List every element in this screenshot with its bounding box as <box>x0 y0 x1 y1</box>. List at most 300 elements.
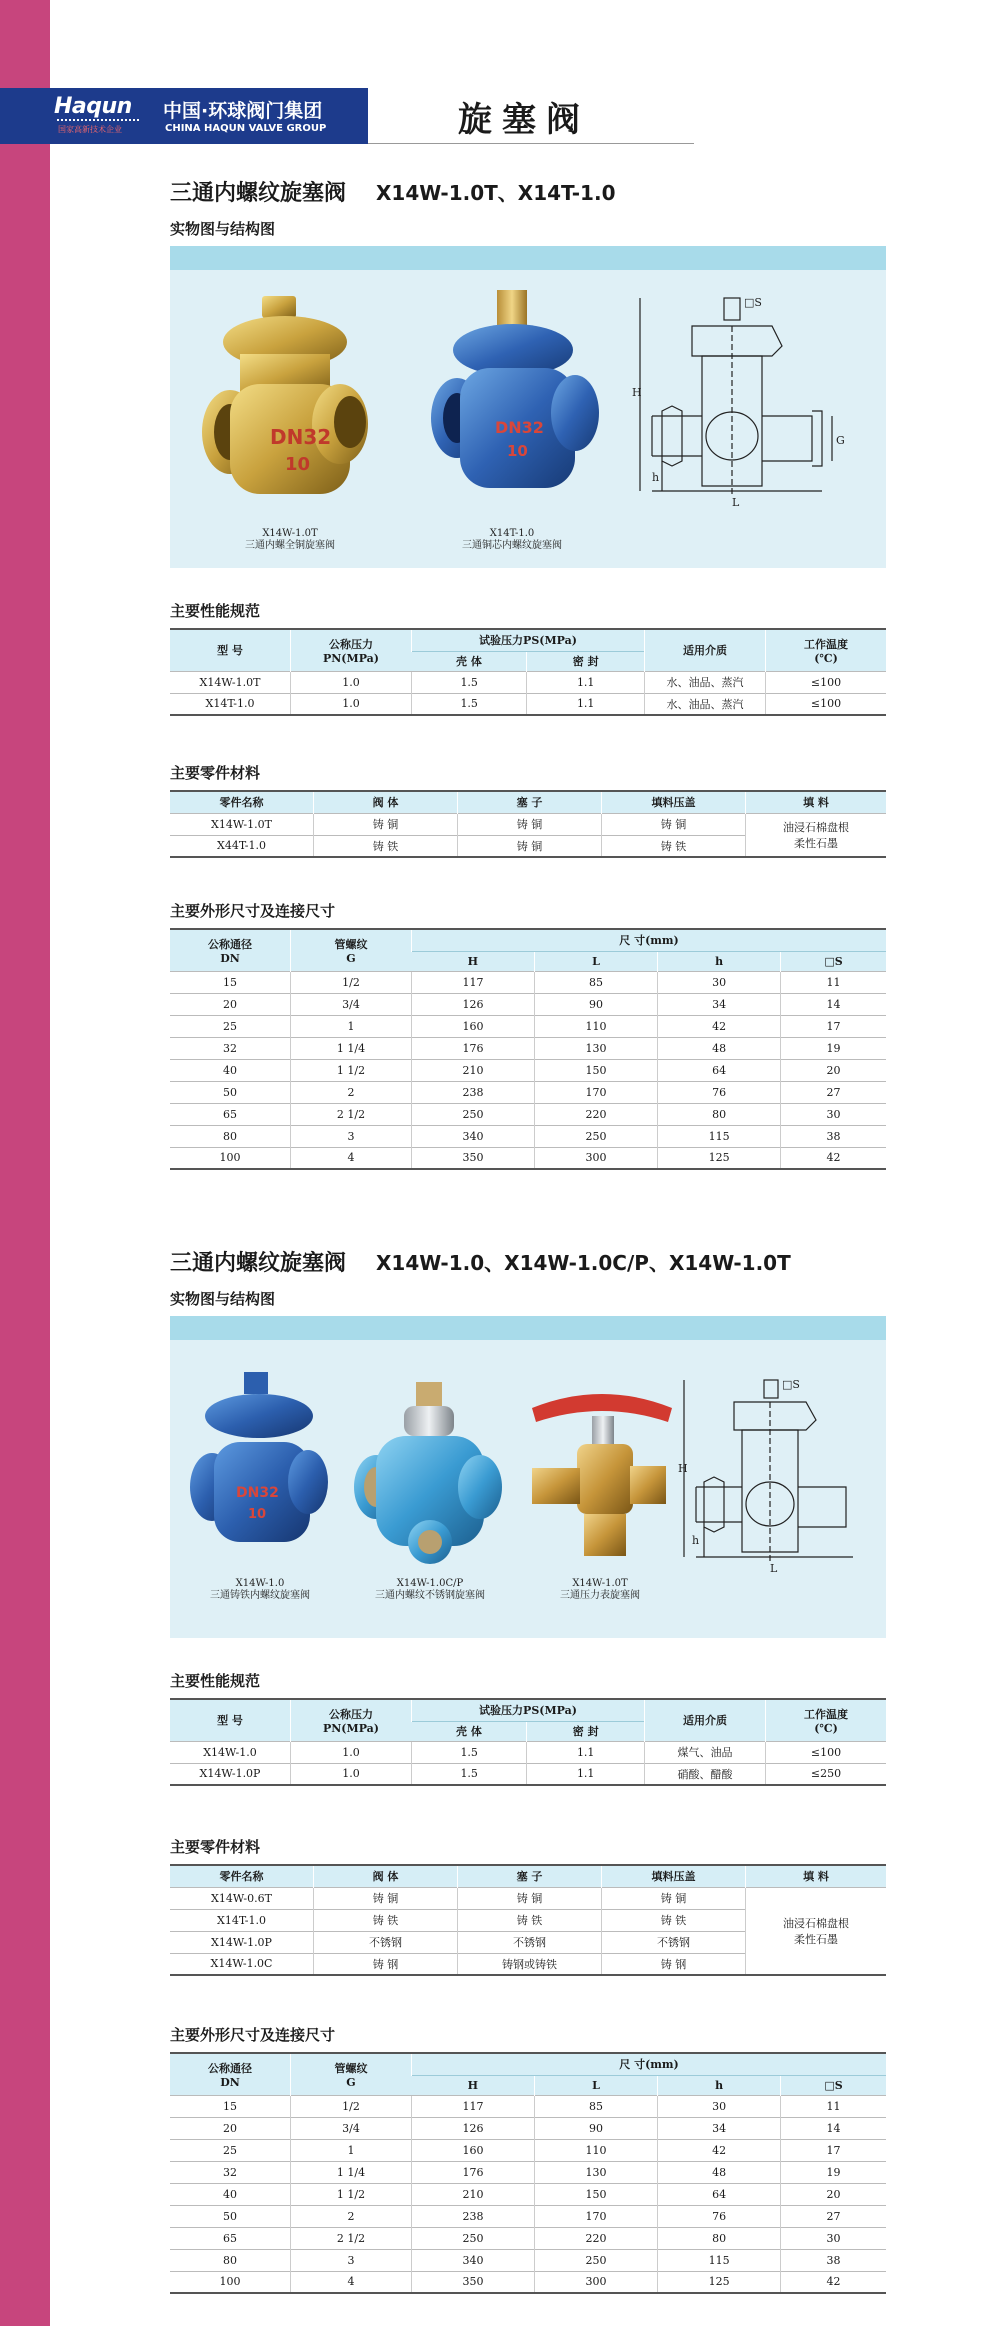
cast-iron-valve-image <box>184 1372 334 1572</box>
brand-logo <box>0 88 368 144</box>
cell: 100 <box>170 2271 291 2293</box>
cell: 30 <box>781 2227 886 2249</box>
col-L: L <box>535 2075 658 2095</box>
logo-tagline: 国家高新技术企业 <box>58 125 122 134</box>
cell: X14T-1.0 <box>170 693 291 715</box>
blue-valve-image <box>425 288 605 523</box>
col-g <box>291 2053 412 2095</box>
valve-mark-dn: DN32 <box>495 418 544 437</box>
cell: 40 <box>170 1059 291 1081</box>
col-medium: 适用介质 <box>645 1699 766 1741</box>
table-row <box>170 1763 886 1785</box>
cell: 27 <box>781 2205 886 2227</box>
photo-panel-bar <box>170 1316 886 1340</box>
cell: 38 <box>781 2249 886 2271</box>
drawing-label-h-height: H <box>678 1462 688 1475</box>
col-gland: 填料压盖 <box>602 791 746 813</box>
table-row <box>170 1037 886 1059</box>
section1-title <box>170 176 616 207</box>
col-pn-unit: PN(MPa) <box>322 651 379 665</box>
section1-title-text: 三通内螺纹旋塞阀 <box>170 181 347 206</box>
cell: 42 <box>658 1015 781 1037</box>
col-temp <box>766 1699 887 1741</box>
cell: 铸 铜 <box>458 835 602 857</box>
cell: 25 <box>170 2139 291 2161</box>
valve-mark-pn: 10 <box>248 1507 267 1522</box>
table-row <box>170 1103 886 1125</box>
cell: 1.1 <box>527 693 645 715</box>
col-test: 试验压力PS(MPa) <box>412 1699 645 1721</box>
col-pn-label: 公称压力 <box>329 637 373 651</box>
cell: 32 <box>170 2161 291 2183</box>
cell: 1 1/4 <box>291 2161 412 2183</box>
table-row <box>170 2271 886 2293</box>
cell: 15 <box>170 2095 291 2117</box>
section2-mat-title: 主要零件材料 <box>170 1838 261 1856</box>
caption-desc: 三通压力表旋塞阀 <box>560 1590 640 1601</box>
cell: 铸 铁 <box>314 1909 458 1931</box>
cell: 3 <box>291 2249 412 2271</box>
drawing-label-l: L <box>770 1562 778 1575</box>
col-gland: 填料压盖 <box>602 1865 746 1887</box>
cell: 85 <box>535 2095 658 2117</box>
cell: 176 <box>412 1037 535 1059</box>
cell: 350 <box>412 1147 535 1169</box>
section1-photo-label: 实物图与结构图 <box>170 220 276 238</box>
cell: 20 <box>781 2183 886 2205</box>
valve-mark-pn: 10 <box>507 442 528 460</box>
cell: 160 <box>412 1015 535 1037</box>
cell: 170 <box>535 1081 658 1103</box>
drawing-label-s: □S <box>782 1378 800 1391</box>
cell: 铸 钢 <box>602 1953 746 1975</box>
valve-mark-dn: DN32 <box>270 425 332 449</box>
section2-structure-drawing <box>678 1372 878 1592</box>
table-row <box>170 1015 886 1037</box>
table-row <box>170 1125 886 1147</box>
cell: 19 <box>781 1037 886 1059</box>
table-row <box>170 1741 886 1763</box>
col-size: 尺 寸(mm) <box>412 929 887 951</box>
cell: 48 <box>658 2161 781 2183</box>
cell: 38 <box>781 1125 886 1147</box>
section1-dim-table <box>170 928 886 1170</box>
cell: 1.5 <box>412 693 527 715</box>
col-plug: 塞 子 <box>458 1865 602 1887</box>
caption-desc: 三通内螺全铜旋塞阀 <box>245 540 335 551</box>
col-packing: 填 料 <box>746 1865 887 1887</box>
col-temp-label: 工作温度 <box>804 637 848 651</box>
drawing-label-h-small: h <box>652 471 660 484</box>
cell: 1.5 <box>412 1741 527 1763</box>
col-S: □S <box>781 2075 886 2095</box>
cell: 64 <box>658 2183 781 2205</box>
cell: 不锈钢 <box>314 1931 458 1953</box>
packing-line: 柔性石墨 <box>794 836 838 850</box>
col-H: H <box>412 951 535 971</box>
section2-title-text: 三通内螺纹旋塞阀 <box>170 1251 347 1276</box>
cell: 铸 铁 <box>602 1909 746 1931</box>
cell: 不锈钢 <box>602 1931 746 1953</box>
cell: 2 1/2 <box>291 2227 412 2249</box>
col-L: L <box>535 951 658 971</box>
cell: 1.1 <box>527 671 645 693</box>
page-title: 旋塞阀 <box>458 100 590 140</box>
cell: 117 <box>412 971 535 993</box>
cell: 1.1 <box>527 1741 645 1763</box>
caption-model: X14W-1.0T <box>262 528 318 539</box>
cell: 125 <box>658 1147 781 1169</box>
cell: 20 <box>170 2117 291 2139</box>
col-seal: 密 封 <box>527 1721 645 1741</box>
cell: 1/2 <box>291 2095 412 2117</box>
drawing-label-s: □S <box>744 296 762 309</box>
cell: 1.0 <box>291 1763 412 1785</box>
cell: 110 <box>535 1015 658 1037</box>
cell: 76 <box>658 2205 781 2227</box>
cell: 220 <box>535 2227 658 2249</box>
cell: 1.5 <box>412 1763 527 1785</box>
cell: 11 <box>781 971 886 993</box>
section1-perf-table <box>170 628 886 716</box>
cell: 160 <box>412 2139 535 2161</box>
col-pn-label: 公称压力 <box>329 1707 373 1721</box>
cell: 350 <box>412 2271 535 2293</box>
table-row <box>170 2117 886 2139</box>
cell: 64 <box>658 1059 781 1081</box>
cell: 48 <box>658 1037 781 1059</box>
caption-model: X14W-1.0C/P <box>396 1578 464 1589</box>
cell: 15 <box>170 971 291 993</box>
section1-caption-1 <box>200 528 380 552</box>
cell: 42 <box>658 2139 781 2161</box>
cell: 1 1/2 <box>291 1059 412 1081</box>
cell: 不锈钢 <box>458 1931 602 1953</box>
cell: 115 <box>658 2249 781 2271</box>
cell: 煤气、油品 <box>645 1741 766 1763</box>
col-temp-unit: (℃) <box>814 651 838 665</box>
col-dn <box>170 929 291 971</box>
cell: 34 <box>658 2117 781 2139</box>
col-shell: 壳 体 <box>412 1721 527 1741</box>
packing-line: 油浸石棉盘根 <box>783 1916 849 1930</box>
section2-perf-title: 主要性能规范 <box>170 1672 261 1690</box>
cell: 125 <box>658 2271 781 2293</box>
packing-line: 油浸石棉盘根 <box>783 820 849 834</box>
drawing-label-g: G <box>836 434 845 447</box>
table-row <box>170 2139 886 2161</box>
cell: 27 <box>781 1081 886 1103</box>
cell: X14T-1.0 <box>170 1909 314 1931</box>
logo-company-en: CHINA HAQUN VALVE GROUP <box>165 123 327 134</box>
table-row <box>170 971 886 993</box>
section1-mat-title: 主要零件材料 <box>170 764 261 782</box>
cell: 铸 铜 <box>314 1887 458 1909</box>
caption-desc: 三通铜芯内螺纹旋塞阀 <box>462 540 562 551</box>
cell: 220 <box>535 1103 658 1125</box>
cell: ≤100 <box>766 1741 887 1763</box>
gauge-valve-image <box>522 1386 682 1566</box>
cell: 14 <box>781 2117 886 2139</box>
valve-mark-dn: DN32 <box>236 1485 279 1501</box>
cell: 17 <box>781 1015 886 1037</box>
cell: 150 <box>535 1059 658 1081</box>
col-seal: 密 封 <box>527 651 645 671</box>
col-h: h <box>658 951 781 971</box>
cell: 硝酸、醋酸 <box>645 1763 766 1785</box>
col-temp <box>766 629 887 671</box>
caption-desc: 三通铸铁内螺纹旋塞阀 <box>210 1590 310 1601</box>
cell: 110 <box>535 2139 658 2161</box>
cell: 1.0 <box>291 1741 412 1763</box>
cell: 100 <box>170 1147 291 1169</box>
cell: X14W-1.0C <box>170 1953 314 1975</box>
col-H: H <box>412 2075 535 2095</box>
drawing-label-h-small: h <box>692 1534 700 1547</box>
col-g-unit: G <box>346 951 356 965</box>
cell: 1 <box>291 1015 412 1037</box>
cell: 210 <box>412 1059 535 1081</box>
drawing-label-h-height: H <box>632 386 642 399</box>
section2-photo-panel <box>170 1316 886 1638</box>
col-model: 型 号 <box>170 1699 291 1741</box>
cell: 80 <box>170 2249 291 2271</box>
table-row <box>170 671 886 693</box>
section1-perf-title: 主要性能规范 <box>170 602 261 620</box>
cell: 115 <box>658 1125 781 1147</box>
table-row <box>170 1147 886 1169</box>
cell: 42 <box>781 2271 886 2293</box>
cell: 130 <box>535 1037 658 1059</box>
col-pn-unit: PN(MPa) <box>322 1721 379 1735</box>
table-row <box>170 813 886 835</box>
cell: 90 <box>535 2117 658 2139</box>
col-part: 零件名称 <box>170 1865 314 1887</box>
table-row <box>170 1059 886 1081</box>
col-dn-unit: DN <box>220 951 240 965</box>
cell: 30 <box>658 2095 781 2117</box>
cell: 1.0 <box>291 693 412 715</box>
table-row <box>170 2161 886 2183</box>
section2-perf-table <box>170 1698 886 1786</box>
cell: 210 <box>412 2183 535 2205</box>
cell: 19 <box>781 2161 886 2183</box>
cell: 3/4 <box>291 2117 412 2139</box>
col-dn-label: 公称通径 <box>208 937 252 951</box>
table-row <box>170 693 886 715</box>
packing-line: 柔性石墨 <box>794 1932 838 1946</box>
cell: 铸 铜 <box>458 1887 602 1909</box>
cell: 76 <box>658 1081 781 1103</box>
col-temp-label: 工作温度 <box>804 1707 848 1721</box>
section1-structure-drawing <box>632 286 852 536</box>
cell: 30 <box>658 971 781 993</box>
col-model: 型 号 <box>170 629 291 671</box>
cell: 铸 铜 <box>602 813 746 835</box>
cell: 170 <box>535 2205 658 2227</box>
col-dn-label: 公称通径 <box>208 2061 252 2075</box>
cell: X14W-1.0P <box>170 1763 291 1785</box>
cell: 1 1/4 <box>291 1037 412 1059</box>
col-part: 零件名称 <box>170 791 314 813</box>
stainless-valve-image <box>350 1382 510 1572</box>
cell: 3 <box>291 1125 412 1147</box>
cell: 水、油品、蒸汽 <box>645 671 766 693</box>
col-shell: 壳 体 <box>412 651 527 671</box>
col-body: 阀 体 <box>314 791 458 813</box>
cell: 2 <box>291 1081 412 1103</box>
col-g-unit: G <box>346 2075 356 2089</box>
photo-panel-bar <box>170 246 886 270</box>
cell: 250 <box>412 2227 535 2249</box>
cell: 80 <box>170 1125 291 1147</box>
cell: 126 <box>412 993 535 1015</box>
cell: 铸 铁 <box>602 835 746 857</box>
cell: 铸 钢 <box>314 1953 458 1975</box>
section2-title <box>170 1246 791 1277</box>
cell: ≤250 <box>766 1763 887 1785</box>
cell: ≤100 <box>766 693 887 715</box>
cell: 1 1/2 <box>291 2183 412 2205</box>
section2-dim-title: 主要外形尺寸及连接尺寸 <box>170 2026 336 2044</box>
cell: X14W-0.6T <box>170 1887 314 1909</box>
cell: 铸 铜 <box>314 813 458 835</box>
section2-caption-1 <box>170 1578 350 1602</box>
cell: 铸 铜 <box>602 1887 746 1909</box>
table-row <box>170 993 886 1015</box>
cell: X14W-1.0 <box>170 1741 291 1763</box>
cell: 340 <box>412 1125 535 1147</box>
drawing-label-l: L <box>732 496 740 509</box>
cell: 1.1 <box>527 1763 645 1785</box>
cell: 34 <box>658 993 781 1015</box>
cell: 85 <box>535 971 658 993</box>
col-g-label: 管螺纹 <box>334 2061 368 2075</box>
col-temp-unit: (℃) <box>814 1721 838 1735</box>
col-packing: 填 料 <box>746 791 887 813</box>
cell: 20 <box>781 1059 886 1081</box>
cell: 40 <box>170 2183 291 2205</box>
cell: 11 <box>781 2095 886 2117</box>
cell: 1.0 <box>291 671 412 693</box>
cell: 4 <box>291 1147 412 1169</box>
cell: 铸 铁 <box>314 835 458 857</box>
cell: 20 <box>170 993 291 1015</box>
cell: 2 <box>291 2205 412 2227</box>
col-pn <box>291 1699 412 1741</box>
section1-mat-table <box>170 790 886 858</box>
cell: X14W-1.0T <box>170 671 291 693</box>
cell: 32 <box>170 1037 291 1059</box>
packing-cell <box>746 813 887 857</box>
brass-valve-image <box>190 294 380 524</box>
section2-caption-2 <box>340 1578 520 1602</box>
table-row <box>170 1081 886 1103</box>
cell: 176 <box>412 2161 535 2183</box>
logo-brand: Haqun <box>54 94 132 119</box>
cell: 17 <box>781 2139 886 2161</box>
table-row <box>170 2227 886 2249</box>
table-row <box>170 2183 886 2205</box>
cell: 300 <box>535 2271 658 2293</box>
section2-mat-table <box>170 1864 886 1976</box>
cell: 铸 铁 <box>458 1909 602 1931</box>
packing-cell <box>746 1887 887 1975</box>
cell: 50 <box>170 1081 291 1103</box>
section1-photo-panel <box>170 246 886 568</box>
cell: 42 <box>781 1147 886 1169</box>
cell: 65 <box>170 2227 291 2249</box>
section2-models: X14W-1.0、X14W-1.0C/P、X14W-1.0T <box>376 1251 791 1275</box>
valve-mark-pn: 10 <box>285 454 311 475</box>
col-h: h <box>658 2075 781 2095</box>
side-strip <box>0 0 50 2326</box>
cell: 30 <box>781 1103 886 1125</box>
cell: 250 <box>535 2249 658 2271</box>
cell: 3/4 <box>291 993 412 1015</box>
cell: 25 <box>170 1015 291 1037</box>
cell: ≤100 <box>766 671 887 693</box>
cell: 4 <box>291 2271 412 2293</box>
table-row <box>170 2249 886 2271</box>
cell: 2 1/2 <box>291 1103 412 1125</box>
col-pn <box>291 629 412 671</box>
col-g-label: 管螺纹 <box>334 937 368 951</box>
cell: 铸 铜 <box>458 813 602 835</box>
cell: 117 <box>412 2095 535 2117</box>
table-row <box>170 2205 886 2227</box>
col-dn-unit: DN <box>220 2075 240 2089</box>
cell: 14 <box>781 993 886 1015</box>
cell: 50 <box>170 2205 291 2227</box>
cell: 90 <box>535 993 658 1015</box>
cell: 250 <box>535 1125 658 1147</box>
caption-desc: 三通内螺纹不锈钢旋塞阀 <box>375 1590 485 1601</box>
cell: 水、油品、蒸汽 <box>645 693 766 715</box>
cell: 238 <box>412 1081 535 1103</box>
col-medium: 适用介质 <box>645 629 766 671</box>
cell: 250 <box>412 1103 535 1125</box>
col-test: 试验压力PS(MPa) <box>412 629 645 651</box>
col-dn <box>170 2053 291 2095</box>
section1-caption-2 <box>422 528 602 552</box>
col-plug: 塞 子 <box>458 791 602 813</box>
col-size: 尺 寸(mm) <box>412 2053 887 2075</box>
cell: 150 <box>535 2183 658 2205</box>
cell: 1.5 <box>412 671 527 693</box>
section1-models: X14W-1.0T、X14T-1.0 <box>376 181 616 205</box>
caption-model: X14W-1.0T <box>572 1578 628 1589</box>
cell: 130 <box>535 2161 658 2183</box>
caption-model: X14T-1.0 <box>489 528 535 539</box>
table-row <box>170 2095 886 2117</box>
section2-caption-3 <box>510 1578 690 1602</box>
cell: 1/2 <box>291 971 412 993</box>
cell: X44T-1.0 <box>170 835 314 857</box>
section1-dim-title: 主要外形尺寸及连接尺寸 <box>170 902 336 920</box>
cell: 1 <box>291 2139 412 2161</box>
cell: 238 <box>412 2205 535 2227</box>
caption-model: X14W-1.0 <box>235 1578 285 1589</box>
logo-divider <box>57 119 139 121</box>
table-row <box>170 1887 886 1909</box>
cell: 340 <box>412 2249 535 2271</box>
cell: 铸钢或铸铁 <box>458 1953 602 1975</box>
cell: 80 <box>658 2227 781 2249</box>
logo-company-cn: 中国·环球阀门集团 <box>163 100 323 122</box>
col-g <box>291 929 412 971</box>
cell: X14W-1.0T <box>170 813 314 835</box>
